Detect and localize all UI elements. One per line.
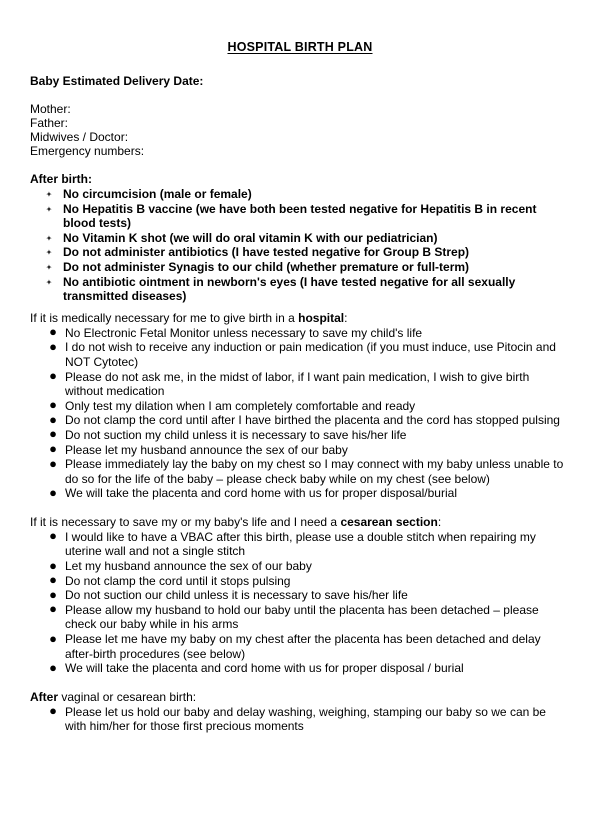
list-item-text: Please do not ask me, in the midst of labor, if I want pain medication, I wish to give birth without medication (65, 369, 530, 399)
dot-bullet-icon: ● (49, 397, 57, 413)
list-item-text: No Hepatitis B vaccine (we have both been tested negative for Hepatitis B in recent blood tests) (63, 201, 537, 231)
contact-line-father: Father: (30, 116, 69, 130)
dot-bullet-icon: ● (49, 455, 57, 471)
list-item-text: Do not clamp the cord until after I have birthed the placenta and the cord has stopped pulsing (65, 413, 560, 428)
list-item-text: Please immediately lay the baby on my chest so I may connect with my baby unless unable to do so for the life of the baby – please check baby while on my chest (see below) (65, 457, 564, 486)
list-after-vaginal-or-cesarean-birth (30, 705, 570, 734)
spacer (30, 501, 570, 515)
list-item (30, 603, 570, 632)
section-heading-cesarean (30, 515, 570, 530)
section-heading-hospital (30, 311, 570, 326)
arrow-bullet-icon: ✦ (45, 277, 53, 287)
list-item (30, 231, 570, 246)
contact-line-midwives-doctor: Midwives / Doctor: (30, 130, 129, 144)
dot-bullet-icon: ● (49, 572, 57, 588)
list-item (30, 428, 570, 443)
list-item (30, 559, 570, 574)
dot-bullet-icon: ● (49, 324, 57, 340)
contacts-block (30, 102, 570, 158)
list-item (30, 574, 570, 589)
list-item-text: No circumcision (male or female) (63, 187, 252, 201)
list-item (30, 486, 570, 501)
list-item (30, 661, 570, 676)
list-item-text: Please let me have my baby on my chest after the placenta has been detached and delay after-birth procedures (see below) (65, 632, 541, 661)
spacer (30, 56, 570, 74)
list-item (30, 370, 570, 399)
dot-bullet-icon: ● (49, 601, 57, 617)
dot-bullet-icon: ● (49, 659, 57, 675)
list-item (30, 340, 570, 369)
section-heading-post-text: : (344, 310, 348, 325)
list-item-text: Do not clamp the cord until it stops pulsing (65, 573, 291, 588)
dot-bullet-icon: ● (49, 586, 57, 602)
section-heading-post-text: vaginal or cesarean birth: (58, 689, 197, 704)
section-heading-bold-text: cesarean section (340, 514, 438, 529)
list-item (30, 413, 570, 428)
arrow-bullet-icon: ✦ (45, 190, 53, 199)
section-heading-after-vaginal-or-cesarean-birth (30, 690, 570, 705)
list-item-text: Do not suction our child unless it is necessary to save his/her life (65, 588, 408, 603)
dot-bullet-icon: ● (49, 703, 57, 719)
list-item-text: We will take the placenta and cord home with us for proper disposal/burial (65, 486, 457, 501)
section-after-birth (30, 172, 570, 304)
dot-bullet-icon: ● (49, 528, 57, 544)
list-item-text: Do not suction my child unless it is necessary to save his/her life (65, 427, 407, 442)
section-heading-bold-text: After (30, 689, 59, 704)
list-item (30, 187, 570, 202)
spacer (30, 88, 570, 102)
dot-bullet-icon: ● (49, 338, 57, 354)
list-item-text: Do not administer Synagis to our child (whether premature or full-term) (63, 259, 470, 274)
dot-bullet-icon: ● (49, 426, 57, 442)
list-item-text: Please let my husband announce the sex of our baby (65, 442, 348, 457)
list-item (30, 530, 570, 559)
spacer (30, 676, 570, 690)
dot-bullet-icon: ● (49, 411, 57, 427)
list-item-text: No Vitamin K shot (we will do oral vitamin K with our pediatrician) (63, 230, 438, 245)
page-title-text: HOSPITAL BIRTH PLAN (227, 40, 373, 54)
dot-bullet-icon: ● (49, 441, 57, 456)
arrow-bullet-icon: ✦ (45, 248, 53, 258)
list-item (30, 260, 570, 275)
estimated-delivery-date-label: Baby Estimated Delivery Date: (30, 74, 204, 88)
list-cesarean (30, 530, 570, 676)
section-heading-bold-text: hospital (298, 310, 345, 325)
list-item (30, 588, 570, 603)
list-item (30, 245, 570, 260)
list-item (30, 275, 570, 304)
dot-bullet-icon: ● (49, 557, 57, 573)
arrow-bullet-icon: ✦ (45, 262, 53, 272)
section-heading-bold-text: After birth: (30, 172, 92, 186)
arrow-bullet-icon: ✦ (45, 204, 53, 214)
contact-line-emergency-numbers: Emergency numbers: (30, 144, 145, 158)
section-after-vaginal-or-cesarean-birth (30, 690, 570, 734)
section-cesarean (30, 515, 570, 676)
section-heading-after-birth (30, 172, 570, 187)
section-heading-pre-text: If it is necessary to save my or my baby's life and I need a (30, 514, 341, 529)
list-item (30, 443, 570, 458)
page-title (30, 40, 570, 56)
dot-bullet-icon: ● (49, 484, 57, 500)
spacer (30, 304, 570, 311)
list-item (30, 632, 570, 661)
list-item-text: Please allow my husband to hold our baby until the placenta has been detached – please check our baby while in his arms (65, 602, 539, 632)
list-item-text: I would like to have a VBAC after this birth, please use a double stitch when repairing my uterine wall and not a single stitch (65, 529, 536, 559)
list-item-text: I do not wish to receive any induction or pain medication (if you must induce, use Pitocin and NOT Cytotec) (65, 340, 556, 369)
list-item (30, 399, 570, 414)
section-heading-post-text: : (437, 514, 442, 529)
dot-bullet-icon: ● (49, 630, 57, 646)
arrow-bullet-icon: ✦ (45, 233, 53, 243)
list-item-text: No antibiotic ointment in newborn's eyes (I have tested negative for all sexually transmitted diseases) (63, 274, 516, 304)
list-item (30, 202, 570, 231)
dot-bullet-icon: ● (49, 368, 57, 384)
list-item (30, 326, 570, 341)
section-hospital (30, 311, 570, 501)
contact-line-mother: Mother: (30, 102, 71, 116)
list-item-text: We will take the placenta and cord home with us for proper disposal / burial (65, 661, 464, 676)
spacer (30, 158, 570, 172)
list-item (30, 705, 570, 734)
list-item-text: Please let us hold our baby and delay washing, weighing, stamping our baby so we can be with him/her for those first precious moments (65, 704, 546, 734)
list-hospital (30, 326, 570, 501)
list-item-text: Do not administer antibiotics (I have tested negative for Group B Strep) (63, 245, 470, 260)
list-item (30, 457, 570, 486)
list-item-text: No Electronic Fetal Monitor unless necessary to save my child's life (65, 325, 423, 340)
section-heading-pre-text: If it is medically necessary for me to give birth in a (30, 310, 299, 325)
list-item-text: Let my husband announce the sex of our baby (65, 559, 312, 574)
list-after-birth (30, 187, 570, 304)
list-item-text: Only test my dilation when I am completely comfortable and ready (65, 398, 416, 413)
